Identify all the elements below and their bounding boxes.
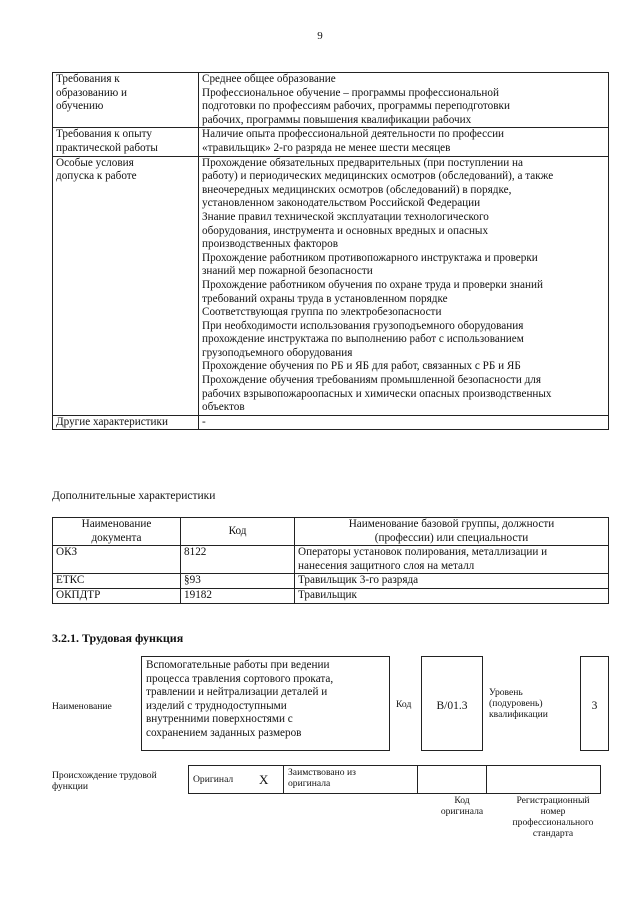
- value-line: работу) и периодических медицинских осмотров (обследований), а также: [202, 170, 554, 183]
- labor-function-heading: 3.2.1. Трудовая функция: [52, 631, 184, 645]
- value-line: прохождение инструктажа по выполнению работ с использованием: [202, 333, 524, 346]
- cell-document: ОКЗ: [53, 546, 181, 574]
- cell-line: нанесения защитного слоя на металл: [298, 559, 475, 572]
- label-line: Другие характеристики: [56, 415, 168, 428]
- row-label-education: [53, 73, 199, 128]
- cell-line: Операторы установок полирования, металлизации и: [298, 546, 548, 559]
- table-row: [53, 156, 609, 415]
- row-value-education: [199, 73, 609, 128]
- row-value-special-conditions: [199, 156, 609, 415]
- label-line: Требования к: [56, 73, 120, 85]
- header-line: (профессии) или специальности: [374, 531, 529, 544]
- header-code: Код: [181, 518, 295, 546]
- value-line: требований охраны труда в установленном порядке: [202, 292, 448, 305]
- caption-line: номер: [540, 806, 566, 817]
- cell-group-name: Травильщик 3-го разряда: [295, 574, 609, 589]
- value-line: Соответствующая группа по электробезопасности: [202, 306, 442, 319]
- row-label-other: [53, 415, 199, 430]
- value-line: Наличие опыта профессиональной деятельности по профессии: [202, 128, 505, 141]
- table-row: [53, 128, 609, 156]
- row-label-experience: [53, 128, 199, 156]
- original-mark: X: [255, 766, 284, 794]
- value-line: Знание правил технической эксплуатации технологического: [202, 210, 489, 223]
- label-line: допуска к работе: [56, 170, 137, 183]
- function-name-line: внутренними поверхностями с: [146, 713, 293, 726]
- function-name-line: сохранением заданных размеров: [146, 726, 302, 739]
- value-line: оборудования, инструмента и основных вредных и опасных: [202, 224, 489, 237]
- origin-label-line: Происхождение трудовой: [52, 770, 157, 781]
- value-line: установленном законодательством Российской Федерации: [202, 197, 481, 210]
- cell-document: ОКПДТР: [53, 588, 181, 603]
- borrowed-label-line: оригинала: [288, 778, 331, 789]
- cell-document: ЕТКС: [53, 574, 181, 589]
- origin-table: [188, 765, 601, 794]
- table-row: [53, 546, 609, 574]
- caption-line: оригинала: [440, 806, 484, 817]
- header-line: Наименование базовой группы, должности: [348, 518, 555, 530]
- value-line: Прохождение работником обучения по охране труда и проверки знаний: [202, 278, 543, 291]
- value-line: грузоподъемного оборудования: [202, 346, 353, 359]
- original-label: Оригинал: [189, 766, 256, 794]
- value-line: -: [202, 415, 206, 428]
- function-origin-label: [52, 770, 188, 792]
- value-line: Прохождение работником противопожарного инструктажа и проверки: [202, 251, 538, 264]
- table-row: [53, 588, 609, 603]
- function-name-line: процесса травления сортового проката,: [146, 672, 334, 685]
- function-name-line: Вспомогательные работы при ведении: [146, 659, 330, 671]
- cell-code: 8122: [181, 546, 295, 574]
- value-line: Среднее общее образование: [202, 73, 336, 85]
- label-line: практической работы: [56, 141, 158, 154]
- qualification-level-label: [489, 687, 579, 720]
- cell-code: §93: [181, 574, 295, 589]
- original-code-cell: [418, 766, 487, 794]
- value-line: Профессиональное обучение – программы профессиональной: [202, 86, 499, 99]
- value-line: внеочередных медицинских осмотров (обследований) в порядке,: [202, 183, 512, 196]
- table-row: [53, 574, 609, 589]
- function-name-line: травлении и нейтрализации деталей и: [146, 686, 328, 699]
- requirements-table: [52, 72, 609, 430]
- caption-line: Код: [454, 795, 470, 806]
- cell-group-name: [295, 546, 609, 574]
- header-document: [53, 518, 181, 546]
- registration-number-caption: [496, 795, 610, 839]
- table-row: [189, 766, 601, 794]
- caption-line: профессионального: [512, 817, 594, 828]
- borrowed-label: [284, 766, 418, 794]
- function-code-box: B/01.3: [421, 656, 483, 751]
- row-value-other: [199, 415, 609, 430]
- cell-group-name: Травильщик: [295, 588, 609, 603]
- row-label-special-conditions: [53, 156, 199, 415]
- page-number: 9: [317, 30, 323, 42]
- additional-characteristics-caption: Дополнительные характеристики: [52, 490, 216, 502]
- value-line: При необходимости использования грузоподъемного оборудования: [202, 319, 524, 332]
- table-row: [53, 73, 609, 128]
- label-line: Особые условия: [56, 156, 134, 169]
- value-line: производственных факторов: [202, 238, 338, 251]
- label-line: Требования к опыту: [56, 128, 152, 141]
- header-line: Наименование: [81, 518, 152, 530]
- value-line: знаний мер пожарной безопасности: [202, 265, 373, 278]
- additional-characteristics-table: [52, 517, 609, 604]
- table-header-row: [53, 518, 609, 546]
- header-group-name: [295, 518, 609, 546]
- function-name-label: Наименование: [52, 701, 112, 712]
- origin-label-line: функции: [52, 781, 88, 792]
- value-line: Прохождение обязательных предварительных (при поступлении на: [202, 156, 523, 169]
- value-line: рабочих, программы повышения квалификации рабочих: [202, 113, 472, 126]
- value-line: объектов: [202, 401, 245, 414]
- value-line: Прохождение обучения по РБ и ЯБ для работ, связанных с РБ и ЯБ: [202, 360, 521, 373]
- level-label-line: квалификации: [489, 709, 548, 720]
- registration-number-cell: [487, 766, 601, 794]
- table-row: [53, 415, 609, 430]
- level-label-line: Уровень: [489, 687, 523, 698]
- caption-line: стандарта: [532, 828, 574, 839]
- value-line: Прохождение обучения требованиям промышленной безопасности для: [202, 374, 542, 387]
- header-line: документа: [91, 531, 142, 544]
- original-code-caption: [428, 795, 496, 817]
- level-label-line: (подуровень): [489, 698, 543, 709]
- borrowed-label-line: Заимствовано из: [288, 767, 356, 778]
- cell-code: 19182: [181, 588, 295, 603]
- value-line: «травильщик» 2-го разряда не менее шести месяцев: [202, 141, 451, 154]
- function-name-box: [141, 656, 390, 751]
- function-name-line: изделий с труднодоступными: [146, 699, 287, 712]
- qualification-level-box: 3: [580, 656, 609, 751]
- label-line: обучению: [56, 100, 104, 113]
- value-line: подготовки по профессиям рабочих, программы переподготовки: [202, 100, 510, 113]
- value-line: рабочих взрывопожароопасных и химически опасных производственных: [202, 387, 552, 400]
- label-line: образованию и: [56, 86, 128, 99]
- code-label: Код: [396, 699, 412, 710]
- caption-line: Регистрационный: [516, 795, 590, 806]
- row-value-experience: [199, 128, 609, 156]
